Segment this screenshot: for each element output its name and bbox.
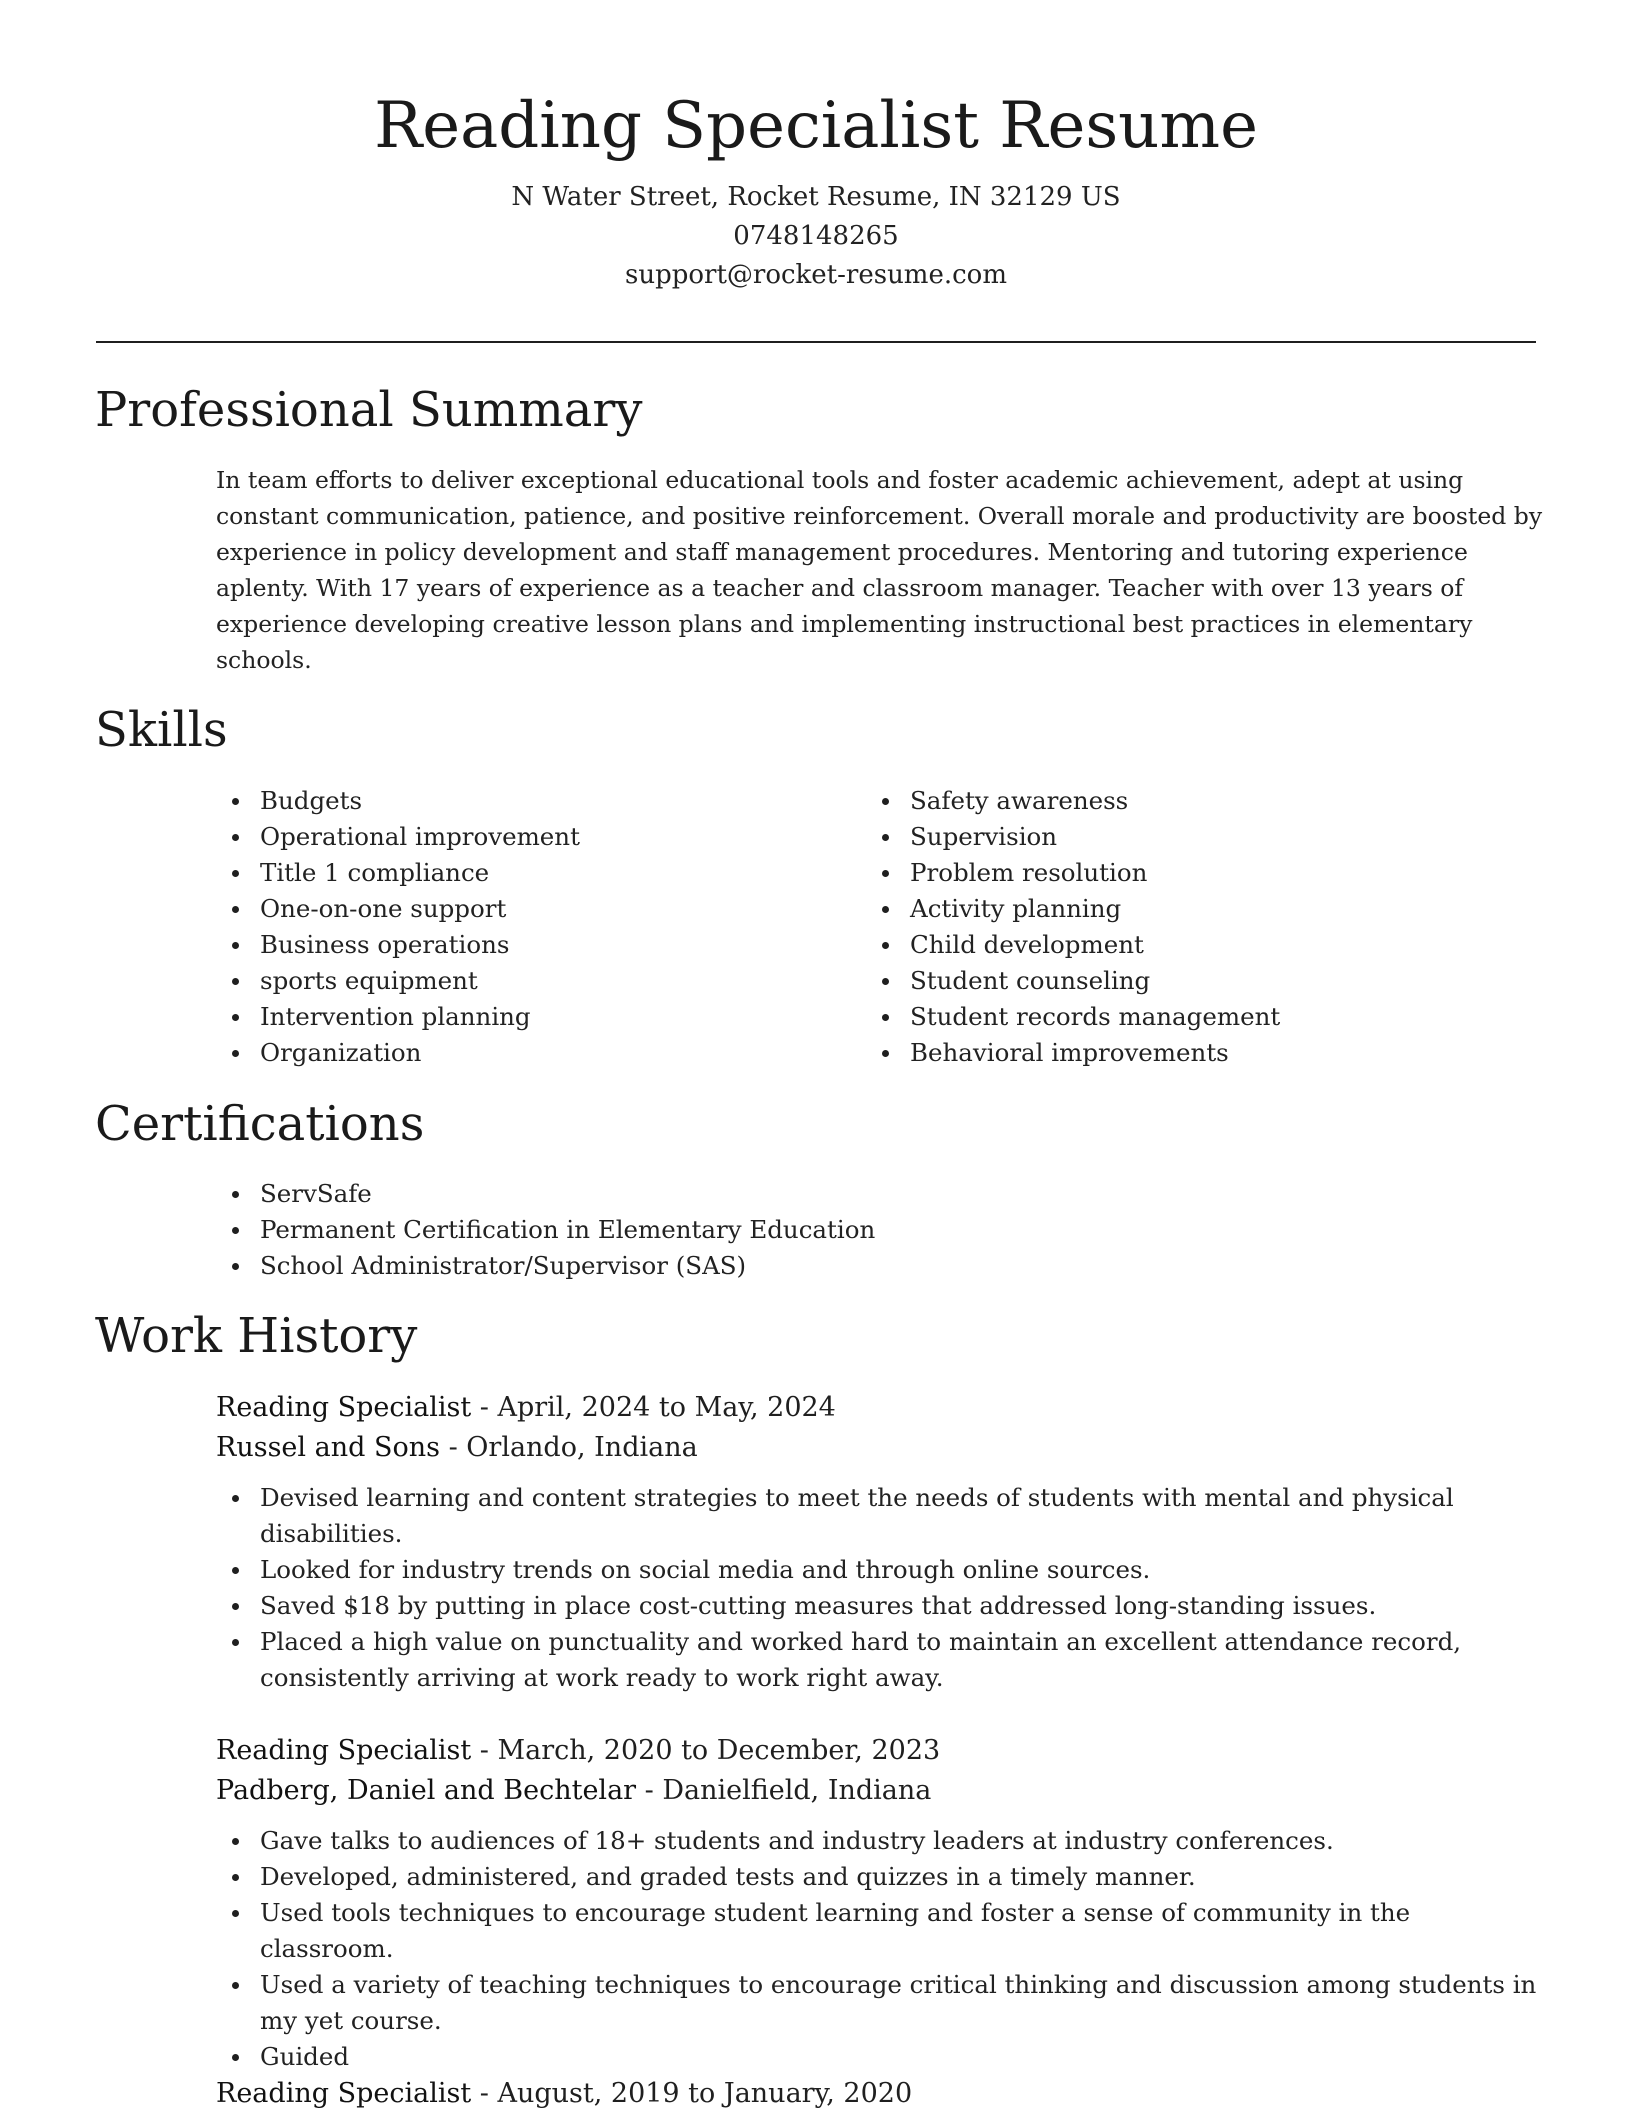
certifications-list [216, 1176, 1516, 1284]
skill-item: Operational improvement [216, 819, 856, 855]
job-duties-list [216, 1823, 1546, 2075]
job-entry [216, 1731, 1546, 2075]
job-duty-item: Used a variety of teaching techniques to encourage critical thinking and discussion among students in my yet course. [216, 1967, 1550, 2039]
job-duties-list [216, 1480, 1546, 1696]
job-duty-item: Gave talks to audiences of 18+ students and industry leaders at industry conferences. [216, 1823, 1550, 1859]
job-title-line [216, 1388, 1546, 1428]
skills-list-left [216, 783, 856, 1071]
certification-item: School Administrator/Supervisor (SAS) [216, 1248, 1516, 1284]
job-title: Reading Specialist [216, 1392, 472, 1423]
job-title: Reading Specialist [216, 1735, 472, 1766]
skills-list-right [866, 783, 1526, 1071]
skill-item: Problem resolution [866, 855, 1526, 891]
job-dates: - August, 2019 to January, 2020 [471, 2078, 913, 2109]
job-duty-item: Devised learning and content strategies to meet the needs of students with mental and physical disabilities. [216, 1480, 1550, 1552]
skills-heading: Skills [95, 702, 228, 758]
job-title-line [216, 1731, 1546, 1771]
job-dates: - April, 2024 to May, 2024 [471, 1392, 836, 1423]
skill-item: Activity planning [866, 891, 1526, 927]
skill-item: Safety awareness [866, 783, 1526, 819]
job-company: Padberg, Daniel and Bechtelar [216, 1775, 637, 1806]
job-location: - Orlando, Indiana [439, 1432, 698, 1463]
skill-item: Student counseling [866, 963, 1526, 999]
skill-item: sports equipment [216, 963, 856, 999]
job-duty-item: Placed a high value on punctuality and worked hard to maintain an excellent attendance record, consistently arriving at work ready to work right away. [216, 1624, 1550, 1696]
job-entry [216, 1388, 1546, 1696]
skill-item: Student records management [866, 999, 1526, 1035]
skill-item: Behavioral improvements [866, 1035, 1526, 1071]
job-duty-item: Saved $18 by putting in place cost-cutting measures that addressed long-standing issues. [216, 1588, 1550, 1624]
job-company-line [216, 1771, 1546, 1811]
certification-item: ServSafe [216, 1176, 1516, 1212]
certification-item: Permanent Certification in Elementary Education [216, 1212, 1516, 1248]
skill-item: Intervention planning [216, 999, 856, 1035]
job-location: - Danielfield, Indiana [636, 1775, 932, 1806]
summary-heading: Professional Summary [95, 382, 643, 438]
skill-item: Supervision [866, 819, 1526, 855]
job-duty-item: Guided [216, 2039, 1550, 2075]
job-duty-item: Looked for industry trends on social media and through online sources. [216, 1552, 1550, 1588]
header-divider [96, 341, 1536, 343]
job-duty-item: Used tools techniques to encourage student learning and foster a sense of community in the classroom. [216, 1895, 1550, 1967]
job-title: Reading Specialist [216, 2078, 472, 2109]
document-title: Reading Specialist Resume [374, 89, 1258, 163]
job-title-line [216, 2074, 1546, 2114]
skill-item: One-on-one support [216, 891, 856, 927]
resume-header [96, 78, 1536, 295]
skill-item: Title 1 compliance [216, 855, 856, 891]
job-company-line [216, 1428, 1546, 1468]
contact-email: support@rocket-resume.com [624, 260, 1007, 290]
skill-item: Child development [866, 927, 1526, 963]
contact-phone: 0748148265 [733, 221, 899, 251]
job-dates: - March, 2020 to December, 2023 [471, 1735, 941, 1766]
work-history-heading: Work History [95, 1308, 418, 1364]
job-entry [216, 2074, 1546, 2114]
skill-item: Budgets [216, 783, 856, 819]
job-duty-item: Developed, administered, and graded tests and quizzes in a timely manner. [216, 1859, 1550, 1895]
certifications-heading: Certifications [95, 1096, 425, 1152]
summary-text: In team efforts to deliver exceptional educational tools and foster academic achievement, adept at using constant communication, patience, and positive reinforcement. Overall morale and productivity are boosted by experience in policy development and staff management procedures. Mentoring and tutoring experience aplenty. With 17 years of experience as a teacher and classroom manager. Teacher with over 13 years of experience developing creative lesson plans and implementing instructional best practices in elementary schools. [216, 466, 1543, 674]
skill-item: Business operations [216, 927, 856, 963]
job-company: Russel and Sons [216, 1432, 440, 1463]
skill-item: Organization [216, 1035, 856, 1071]
contact-address: N Water Street, Rocket Resume, IN 32129 US [511, 182, 1121, 212]
